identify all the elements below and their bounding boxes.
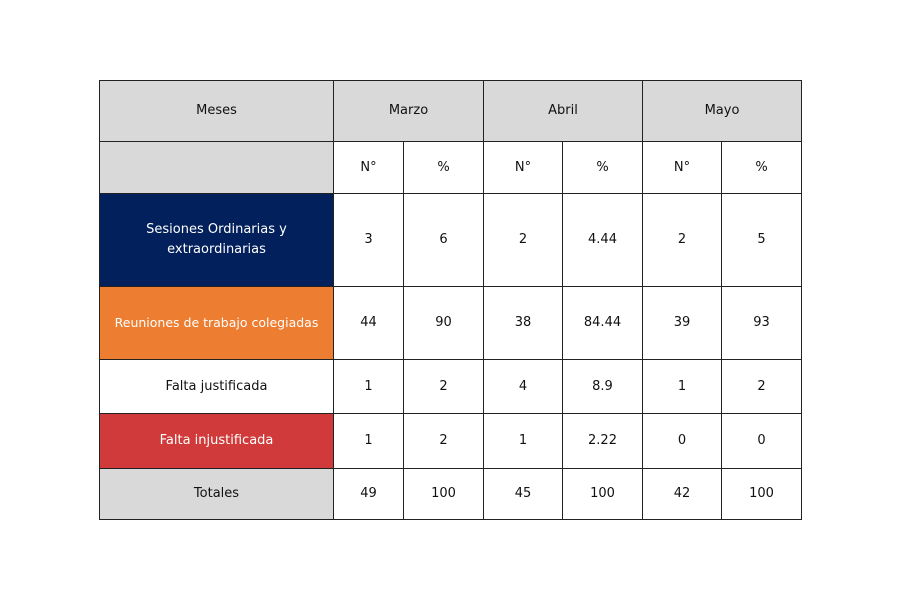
table-cell: 1 [334, 414, 404, 469]
table-cell: 38 [484, 287, 563, 360]
table-cell: 84.44 [563, 287, 643, 360]
subheader-corner [100, 142, 334, 194]
table-row [100, 194, 802, 287]
subheader-count: N° [484, 142, 563, 194]
table-cell: 0 [722, 414, 802, 469]
table-row [100, 360, 802, 414]
total-cell: 100 [404, 469, 484, 520]
table-row [100, 287, 802, 360]
total-cell: 100 [563, 469, 643, 520]
subheader-percent: % [404, 142, 484, 194]
total-cell: 49 [334, 469, 404, 520]
totals-row [100, 469, 802, 520]
row-label-sesiones: Sesiones Ordinarias y extraordinarias [100, 194, 334, 287]
row-label-reuniones: Reuniones de trabajo colegiadas [100, 287, 334, 360]
subheader-percent: % [722, 142, 802, 194]
total-cell: 42 [643, 469, 722, 520]
months-corner-label: Meses [100, 81, 334, 142]
table-cell: 93 [722, 287, 802, 360]
table-cell: 1 [334, 360, 404, 414]
attendance-table [99, 80, 802, 520]
table-cell: 2 [643, 194, 722, 287]
total-cell: 45 [484, 469, 563, 520]
table-cell: 4.44 [563, 194, 643, 287]
table-cell: 1 [643, 360, 722, 414]
table-row [100, 414, 802, 469]
table-cell: 2 [404, 414, 484, 469]
table-cell: 4 [484, 360, 563, 414]
table-cell: 6 [404, 194, 484, 287]
month-header-marzo: Marzo [334, 81, 484, 142]
table-cell: 2 [484, 194, 563, 287]
totals-label: Totales [100, 469, 334, 520]
table-cell: 90 [404, 287, 484, 360]
month-header-abril: Abril [484, 81, 643, 142]
table-cell: 2.22 [563, 414, 643, 469]
row-label-falta-injustificada: Falta injustificada [100, 414, 334, 469]
month-header-row [100, 81, 802, 142]
row-label-falta-justificada: Falta justificada [100, 360, 334, 414]
table-cell: 39 [643, 287, 722, 360]
subheader-row [100, 142, 802, 194]
total-cell: 100 [722, 469, 802, 520]
subheader-count: N° [334, 142, 404, 194]
table-cell: 5 [722, 194, 802, 287]
table-cell: 2 [404, 360, 484, 414]
table-cell: 3 [334, 194, 404, 287]
table-cell: 2 [722, 360, 802, 414]
table-cell: 1 [484, 414, 563, 469]
subheader-percent: % [563, 142, 643, 194]
subheader-count: N° [643, 142, 722, 194]
table-cell: 0 [643, 414, 722, 469]
table-cell: 8.9 [563, 360, 643, 414]
table-cell: 44 [334, 287, 404, 360]
month-header-mayo: Mayo [643, 81, 802, 142]
